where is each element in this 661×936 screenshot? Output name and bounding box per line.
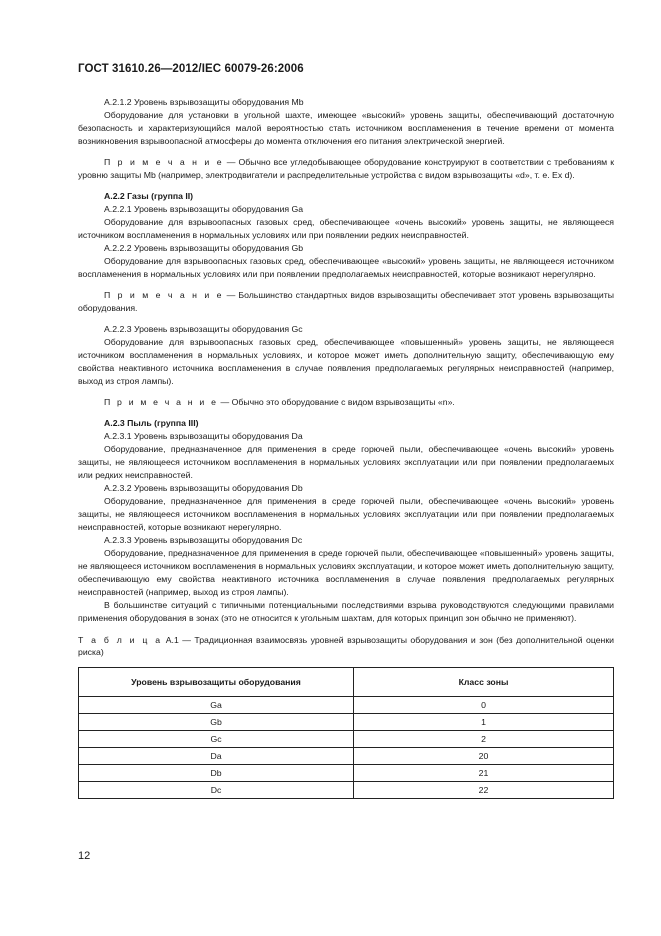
table-caption — [78, 634, 614, 658]
cell-zone: 0 — [354, 697, 614, 714]
note-text: — Большинство стандартных видов взрывозащиты обеспечивает этот уровень взрывозащиты оборудования. — [78, 290, 614, 313]
subsection-heading-mb: A.2.1.2 Уровень взрывозащиты оборудования Mb — [104, 97, 304, 107]
cell-zone: 1 — [354, 714, 614, 731]
section-heading-gases: А.2.2 Газы (группа II) — [104, 191, 194, 201]
note-gc — [78, 396, 614, 409]
note-lead: П р и м е ч а н и е — [104, 157, 224, 167]
page-number: 12 — [78, 850, 91, 862]
cell-epl: Gc — [79, 731, 354, 748]
table-caption-lead: Т а б л и ц а — [78, 635, 163, 645]
paragraph-dc-definition: Оборудование, предназначенное для применения в среде горючей пыли, обеспечивающее «повышенный» уровень защиты, не являющееся источником воспламенения в нормальных условиях эксплуатации, и которое может иметь дополнительную защиту, обеспечивающую ему свойства неактивного источника воспламенения в случае появления предполагаемых регулярных неисправностей (например, выход из строя лампы). — [78, 548, 614, 597]
table-caption-text: А.1 — Традиционная взаимосвязь уровней взрывозащиты оборудования и зон (без дополнительной оценки риска) — [78, 635, 614, 657]
note-mb — [78, 156, 614, 182]
table-row — [79, 697, 614, 714]
cell-epl: Db — [79, 765, 354, 782]
cell-zone: 22 — [354, 782, 614, 799]
subsection-heading-db: A.2.3.2 Уровень взрывозащиты оборудования Db — [104, 483, 303, 493]
cell-epl: Da — [79, 748, 354, 765]
table-row — [79, 731, 614, 748]
note-lead: П р и м е ч а н и е — [104, 290, 224, 300]
paragraph-gc-definition: Оборудование для взрывоопасных газовых сред, обеспечивающее «повышенный» уровень защиты, не являющееся источником воспламенения в нормальных условиях, и которое может иметь дополнительную защиту, обеспечивающую ему свойства неактивного источника воспламенения в случае появления предполагаемых регулярных неисправностей (например, выход из строя лампы). — [78, 337, 614, 386]
note-gb — [78, 289, 614, 315]
table-row — [79, 714, 614, 731]
standard-header: ГОСТ 31610.26—2012/IEC 60079-26:2006 — [78, 63, 304, 75]
note-text: — Обычно все угледобывающее оборудование конструируют в соответствии с требованиям к уровню защиты Mb (например, электродвигатели и распределительные устройства с видом взрывозащиты «d», т. е. Ex d). — [78, 157, 614, 180]
table-header-row — [79, 668, 614, 697]
cell-zone: 20 — [354, 748, 614, 765]
table-row — [79, 765, 614, 782]
paragraph-mb-definition: Оборудование для установки в угольной шахте, имеющее «высокий» уровень защиты, обеспечивающий достаточную безопасность и характеризующийся малой вероятностью стать источником воспламенения в течение времени от момента возникновения взрывоопасной атмосферы до момента отключения его питания электрической энергией. — [78, 110, 614, 146]
subsection-heading-gb: A.2.2.2 Уровень взрывозащиты оборудования Gb — [104, 243, 304, 253]
cell-epl: Dc — [79, 782, 354, 799]
epl-zone-table — [78, 667, 614, 799]
paragraph-db-definition: Оборудование, предназначенное для применения в среде горючей пыли, обеспечивающее «очень высокий» уровень защиты, не являющееся источником воспламенения в нормальных условиях эксплуатации или при появлении предполагаемых неисправностей, которые возникают нерегулярно. — [78, 496, 614, 532]
paragraph-gb-definition: Оборудование для взрывоопасных газовых сред, обеспечивающее «высокий» уровень защиты, не являющееся источником воспламенения в нормальных условиях или при появлении предполагаемых неисправностей, которые возникают нерегулярно. — [78, 256, 614, 279]
table-row — [79, 748, 614, 765]
paragraph-ga-definition: Оборудование для взрывоопасных газовых сред, обеспечивающее «очень высокий» уровень защиты, не являющееся источником воспламенения в нормальных условиях или при появлении редких неисправностей. — [78, 217, 614, 240]
cell-epl: Gb — [79, 714, 354, 731]
subsection-heading-da: A.2.3.1 Уровень взрывозащиты оборудования Da — [104, 431, 303, 441]
document-body — [78, 96, 614, 799]
column-header-zone: Класс зоны — [354, 668, 614, 697]
table-row — [79, 782, 614, 799]
subsection-heading-dc: A.2.3.3 Уровень взрывозащиты оборудования Dc — [104, 535, 303, 545]
subsection-heading-ga: A.2.2.1 Уровень взрывозащиты оборудования Ga — [104, 204, 304, 214]
section-heading-dust: А.2.3 Пыль (группа III) — [104, 418, 199, 428]
cell-zone: 2 — [354, 731, 614, 748]
column-header-epl: Уровень взрывозащиты оборудования — [79, 668, 354, 697]
paragraph-zones-rule: В большинстве ситуаций с типичными потенциальными последствиями взрыва руководствуются следующими правилами применения оборудования в зонах (это не относится к угольным шахтам, для которых принцип зон обычно не применяют). — [78, 600, 614, 623]
note-text: — Обычно это оборудование с видом взрывозащиты «n». — [218, 397, 455, 407]
cell-epl: Ga — [79, 697, 354, 714]
subsection-heading-gc: A.2.2.3 Уровень взрывозащиты оборудования Gc — [104, 324, 303, 334]
note-lead: П р и м е ч а н и е — [104, 397, 219, 407]
paragraph-da-definition: Оборудование, предназначенное для применения в среде горючей пыли, обеспечивающее «очень высокий» уровень защиты, не являющееся источником воспламенения в нормальных условиях эксплуатации или при появлении предполагаемых или редких неисправностей. — [78, 444, 614, 480]
cell-zone: 21 — [354, 765, 614, 782]
